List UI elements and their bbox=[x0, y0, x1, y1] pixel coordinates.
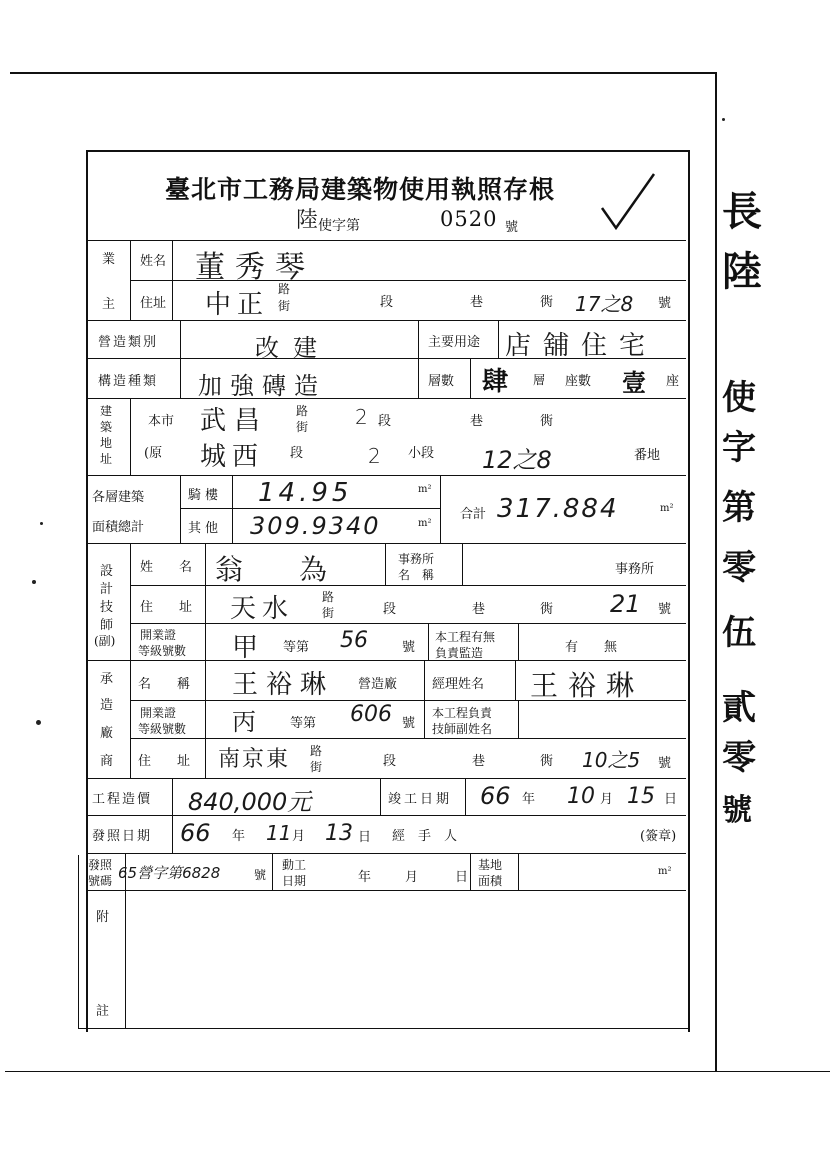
side-char: 字 bbox=[722, 428, 756, 468]
construction-type-label: 營造類別 bbox=[98, 335, 159, 350]
contractor-number-label: 號 bbox=[658, 756, 672, 771]
col-line bbox=[498, 320, 499, 358]
contractor-no-value: 10之5 bbox=[582, 748, 641, 772]
site-section-value: 2 bbox=[355, 405, 368, 429]
owner-no-value: 17之8 bbox=[575, 292, 634, 316]
form-title: 臺北市工務局建築物使用執照存根 bbox=[165, 175, 556, 204]
col-line bbox=[465, 778, 466, 815]
structure-value: 加強磚造 bbox=[198, 372, 326, 400]
base-label-1: 基地 bbox=[478, 858, 503, 872]
scan-right-border bbox=[715, 72, 717, 1072]
contractor-grade-label: 等第 bbox=[290, 716, 317, 731]
seal-label: (簽章) bbox=[640, 829, 677, 844]
side-char: 第 bbox=[722, 488, 756, 528]
row-line bbox=[86, 853, 686, 854]
permit-word: 使字第 bbox=[318, 218, 360, 234]
supervision-label-1: 本工程有無 bbox=[435, 630, 496, 644]
row-line bbox=[86, 890, 686, 891]
site-label-4: 址 bbox=[100, 452, 113, 466]
designer-name-label: 姓 名 bbox=[140, 560, 193, 575]
designer-label-5: (副) bbox=[94, 634, 116, 648]
row-line bbox=[86, 240, 686, 241]
floors-value: 肆 bbox=[482, 367, 509, 397]
issue-date-label: 發照日期 bbox=[92, 829, 153, 844]
site-road-value: 武昌 bbox=[200, 406, 269, 436]
completion-day-value: 15 bbox=[627, 784, 655, 809]
grade-label: 等第 bbox=[283, 640, 310, 655]
row-line bbox=[86, 543, 686, 544]
permit-number: 0520 bbox=[440, 207, 498, 231]
original-label: (原 bbox=[144, 446, 163, 461]
total-unit: m² bbox=[660, 503, 674, 514]
col-line bbox=[205, 543, 206, 778]
city-label: 本市 bbox=[148, 414, 175, 429]
other-area-value: 309.9340 bbox=[250, 512, 381, 540]
issue-day-value: 13 bbox=[325, 821, 353, 846]
designer-road-label: 路 bbox=[322, 590, 335, 604]
contractor-label-1: 承 bbox=[100, 672, 114, 687]
license-label-1: 開業證 bbox=[140, 628, 177, 642]
col-line bbox=[424, 660, 425, 700]
buildings-value: 壹 bbox=[622, 368, 646, 397]
supervision-label-2: 負責監造 bbox=[435, 646, 484, 660]
floor-unit-label: 層 bbox=[533, 373, 546, 387]
col-line bbox=[180, 320, 181, 398]
contractor-license-number-label: 號 bbox=[402, 716, 416, 731]
row-line bbox=[86, 320, 686, 321]
orig-section-label: 段 bbox=[290, 446, 304, 461]
col-line bbox=[172, 778, 173, 815]
side-char: 零 bbox=[722, 738, 756, 778]
col-line bbox=[130, 398, 131, 475]
col-line bbox=[130, 240, 131, 320]
total-label: 合計 bbox=[460, 507, 487, 522]
completion-day-label: 日 bbox=[664, 792, 678, 807]
col-line bbox=[418, 320, 419, 398]
owner-label-1: 業 bbox=[102, 252, 116, 267]
designer-label-4: 師 bbox=[100, 618, 114, 633]
contractor-label-2: 造 bbox=[100, 698, 114, 713]
structure-type-label: 構造種類 bbox=[98, 374, 159, 389]
address-label: 住址 bbox=[140, 296, 167, 311]
contractor-grade-value: 丙 bbox=[232, 708, 256, 736]
col-line bbox=[385, 543, 386, 585]
designer-road-value: 天水 bbox=[230, 594, 295, 624]
factory-label: 營造廠 bbox=[358, 677, 398, 692]
base-label-2: 面積 bbox=[478, 874, 503, 888]
designer-label-2: 計 bbox=[100, 582, 114, 597]
start-day-label: 日 bbox=[455, 870, 469, 885]
side-char: 零 bbox=[722, 548, 756, 588]
site-alley-label: 衖 bbox=[540, 414, 554, 429]
permit-suffix: 號 bbox=[505, 220, 519, 235]
site-section-label: 段 bbox=[378, 414, 392, 429]
form-left-lower bbox=[78, 855, 79, 1028]
start-label-2: 日期 bbox=[282, 874, 307, 888]
construction-type-value: 改建 bbox=[255, 334, 331, 362]
site-street-label: 街 bbox=[296, 420, 309, 434]
license-label-2: 等級號數 bbox=[138, 644, 187, 658]
total-area-value: 317.884 bbox=[497, 494, 619, 524]
completion-year-label: 年 bbox=[522, 792, 536, 807]
side-char: 號 bbox=[722, 793, 752, 828]
owner-district-value: 中正 bbox=[205, 290, 270, 320]
scan-speck bbox=[36, 720, 41, 725]
start-year-label: 年 bbox=[358, 870, 372, 885]
office-label-1: 事務所 bbox=[398, 552, 435, 566]
buildings-label: 座數 bbox=[565, 374, 592, 389]
scan-speck bbox=[722, 118, 725, 121]
col-line bbox=[470, 853, 471, 890]
seat-label: 座 bbox=[666, 374, 680, 389]
start-month-label: 月 bbox=[405, 870, 419, 885]
designer-alley-label: 衖 bbox=[540, 602, 554, 617]
arcade-unit: m² bbox=[418, 484, 432, 495]
arcade-label: 騎樓 bbox=[188, 488, 223, 503]
remarks-label-1: 附 bbox=[96, 910, 110, 925]
designer-lane-label: 巷 bbox=[472, 602, 486, 617]
handler-label: 經 手 人 bbox=[392, 829, 458, 844]
scan-bottom-border bbox=[5, 1071, 830, 1072]
manager-value: 王裕琳 bbox=[530, 669, 645, 702]
street-label: 街 bbox=[278, 299, 291, 313]
license-number-label: 號 bbox=[402, 640, 416, 655]
contractor-lane-label: 巷 bbox=[472, 754, 486, 769]
site-label-3: 地 bbox=[100, 436, 113, 450]
row-line bbox=[130, 623, 686, 624]
license-code-value: 65營字第6828 bbox=[118, 864, 221, 882]
issue-month-label: 月 bbox=[292, 829, 306, 844]
completion-year-value: 66 bbox=[480, 782, 511, 810]
col-line bbox=[428, 623, 429, 660]
area-label-2: 面積總計 bbox=[92, 520, 145, 535]
contractor-road-label: 路 bbox=[310, 744, 323, 758]
owner-label-2: 主 bbox=[102, 297, 116, 312]
office-suffix: 事務所 bbox=[615, 562, 655, 577]
site-lane-label: 巷 bbox=[470, 414, 484, 429]
col-line bbox=[470, 358, 471, 398]
area-label-1: 各層建築 bbox=[92, 490, 145, 505]
designer-name-value: 翁 為 bbox=[215, 553, 328, 586]
manager-label: 經理姓名 bbox=[432, 677, 485, 692]
cost-value: 840,000元 bbox=[188, 788, 312, 816]
section-label: 段 bbox=[380, 295, 394, 310]
number-label: 號 bbox=[658, 296, 672, 311]
designer-address-label: 住 址 bbox=[140, 600, 193, 615]
orig-lot-value: 12之8 bbox=[482, 446, 552, 474]
row-line bbox=[130, 585, 686, 586]
row-line bbox=[86, 398, 686, 399]
lane-label: 巷 bbox=[470, 295, 484, 310]
side-char: 伍 bbox=[722, 613, 756, 653]
remarks-label-2: 註 bbox=[96, 1004, 110, 1019]
completion-month-value: 10 bbox=[567, 784, 595, 809]
form-frame bbox=[86, 150, 690, 1032]
lot-label: 番地 bbox=[634, 448, 661, 463]
road-label: 路 bbox=[278, 282, 291, 296]
other-unit: m² bbox=[418, 518, 432, 529]
designer-section-label: 段 bbox=[383, 602, 397, 617]
main-use-value: 店舖住宅 bbox=[505, 331, 658, 361]
col-line bbox=[518, 853, 519, 890]
site-label-1: 建 bbox=[100, 404, 113, 418]
contractor-road-value: 南京東 bbox=[218, 747, 291, 772]
contractor-address-label: 住 址 bbox=[138, 754, 191, 769]
side-char: 長 bbox=[722, 188, 762, 235]
completion-label: 竣工日期 bbox=[388, 792, 453, 807]
license-code-label-2: 號碼 bbox=[88, 874, 113, 888]
side-char: 使 bbox=[722, 378, 756, 418]
small-section-label: 小段 bbox=[408, 446, 435, 461]
row-line bbox=[86, 660, 686, 661]
col-line bbox=[424, 700, 425, 738]
designer-label-1: 設 bbox=[100, 564, 114, 579]
designer-number-label: 號 bbox=[658, 602, 672, 617]
floors-label: 層數 bbox=[428, 374, 455, 389]
tech-label-2: 技師副姓名 bbox=[432, 722, 493, 736]
contractor-alley-label: 衖 bbox=[540, 754, 554, 769]
form-bottom-line bbox=[78, 1028, 688, 1029]
col-line bbox=[172, 240, 173, 320]
license-code-number-label: 號 bbox=[254, 868, 267, 882]
scan-speck bbox=[32, 580, 36, 584]
permit-prefix: 陸 bbox=[296, 208, 319, 233]
supervision-value: 有 無 bbox=[565, 640, 618, 655]
base-unit: m² bbox=[658, 866, 672, 877]
issue-month-value: 11 bbox=[266, 821, 292, 845]
col-line bbox=[515, 660, 516, 700]
row-line bbox=[86, 815, 686, 816]
start-label-1: 動工 bbox=[282, 858, 307, 872]
col-line bbox=[130, 543, 131, 778]
grade-value: 甲 bbox=[232, 633, 259, 663]
license-no-value: 56 bbox=[340, 628, 368, 653]
name-label: 姓名 bbox=[140, 254, 167, 269]
scan-top-border bbox=[10, 72, 715, 74]
contractor-street-label: 街 bbox=[310, 760, 323, 774]
side-char: 貳 bbox=[722, 688, 756, 728]
col-line bbox=[380, 778, 381, 815]
license-code-label-1: 發照 bbox=[88, 858, 113, 872]
contractor-label-3: 廠 bbox=[100, 726, 114, 741]
site-road-label: 路 bbox=[296, 404, 309, 418]
scan-speck bbox=[40, 522, 43, 525]
contractor-label-4: 商 bbox=[100, 754, 114, 769]
cost-label: 工程造價 bbox=[92, 792, 153, 807]
contractor-name-label: 名 稱 bbox=[138, 677, 191, 692]
completion-month-label: 月 bbox=[600, 792, 614, 807]
contractor-name-value: 王裕琳 bbox=[232, 670, 335, 700]
row-line bbox=[130, 738, 686, 739]
orig-section-value: 2 bbox=[368, 444, 381, 468]
col-line bbox=[172, 815, 173, 853]
col-line bbox=[462, 543, 463, 585]
other-label: 其他 bbox=[188, 521, 223, 536]
site-label-2: 築 bbox=[100, 420, 113, 434]
designer-no-value: 21 bbox=[610, 590, 641, 618]
col-line bbox=[518, 623, 519, 660]
contractor-license-no-value: 606 bbox=[350, 702, 392, 727]
office-label-2: 名 稱 bbox=[398, 568, 435, 582]
col-line bbox=[272, 853, 273, 890]
contractor-license-label-1: 開業證 bbox=[140, 706, 177, 720]
col-line bbox=[180, 475, 181, 543]
row-line bbox=[180, 508, 440, 509]
owner-name-value: 董秀琴 bbox=[195, 250, 315, 285]
issue-day-label: 日 bbox=[358, 830, 372, 845]
col-line bbox=[518, 700, 519, 738]
col-line bbox=[440, 475, 441, 543]
contractor-license-label-2: 等級號數 bbox=[138, 722, 187, 736]
checkmark-icon bbox=[598, 170, 658, 235]
tech-label-1: 本工程負責 bbox=[432, 706, 493, 720]
arcade-area-value: 14.95 bbox=[258, 478, 353, 508]
row-line bbox=[86, 778, 686, 779]
issue-year-value: 66 bbox=[180, 819, 211, 847]
row-line bbox=[86, 475, 686, 476]
orig-district-value: 城西 bbox=[200, 442, 265, 472]
contractor-section-label: 段 bbox=[383, 754, 397, 769]
alley-label: 衖 bbox=[540, 295, 554, 310]
main-use-label: 主要用途 bbox=[428, 335, 481, 350]
designer-label-3: 技 bbox=[100, 600, 114, 615]
col-line bbox=[232, 475, 233, 543]
issue-year-label: 年 bbox=[232, 829, 246, 844]
side-char: 陸 bbox=[722, 248, 762, 295]
designer-street-label: 街 bbox=[322, 606, 335, 620]
